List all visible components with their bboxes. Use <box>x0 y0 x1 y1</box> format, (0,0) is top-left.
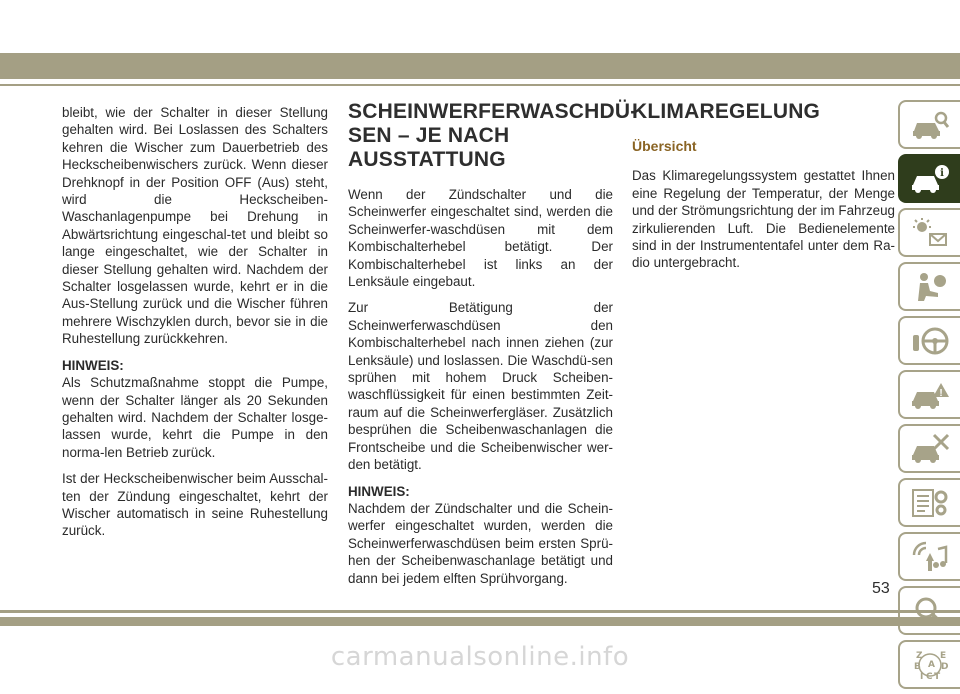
section-heading: SCHEINWERFERWASCHDÜ-SEN – JE NACH AUSSTATTUNG <box>348 100 638 171</box>
svg-text:C: C <box>926 671 933 681</box>
column-middle <box>348 100 638 596</box>
watermark: carmanualsonline.info <box>330 642 630 672</box>
paragraph: bleibt, wie der Schalter in dieser Stellung gehalten wird. Bei Loslassen des Schalters kehren die Wischer zum Dauerbetrieb des Heckscheibenwischers zurück. Wenn dieser Drehknopf in der Position OFF (Aus) steht, wird die Heckscheiben-Waschanlagenpumpe bei Drehung in Abwärtsrichtung eingeschal-tet und bleibt so lange eingeschaltet, wie der Schalter in dieser Stellung gehalten wird. Nachdem der Schalter losgelassen wurde, kehrt er in die Aus-Stellung zurück und die Wischer führen mehrere Wischzyklen durch, bevor sie in die Ruhestellung zurückkehren. <box>62 105 328 347</box>
tab-airbag-seatbelt[interactable] <box>898 262 960 311</box>
note-text: Als Schutzmaßnahme stoppt die Pumpe, wenn der Schalter länger als 20 Sekunden gehalten wird. Nachdem der Schalter losge-lassen wurde, kehrt die Pumpe in den norma-len Betrieb zurück. <box>62 375 328 460</box>
note-text: Nachdem der Zündschalter und die Schein-werfer eingeschaltet wurden, werden die Scheinwerferwaschdüsen beim ersten Sprü-hen der Scheibenwaschanlage betätigt und dann bei jedem elften Sprühvorgang. <box>348 500 613 586</box>
car-info-icon <box>910 163 950 195</box>
subsection-heading: Übersicht <box>632 138 697 154</box>
airbag-seatbelt-icon <box>910 271 950 303</box>
paragraph: Das Klimaregelungssystem gestattet Ihnen eine Regelung der Temperatur, der Menge und der Strömungsrichtung der im Fahrzeug zirkulierenden Luft. Die Bedienelemente sind in der Instrumententafel unter dem Ra-dio untergebracht. <box>632 168 895 271</box>
car-search-icon <box>910 109 950 141</box>
section-heading: KLIMAREGELUNG <box>632 100 821 123</box>
column-left <box>62 104 328 549</box>
svg-text:Z: Z <box>916 650 923 661</box>
note-heading: HINWEIS: <box>62 357 124 373</box>
svg-text:B: B <box>914 661 921 672</box>
svg-text:D: D <box>941 661 949 672</box>
svg-text:E: E <box>940 650 947 661</box>
warning-lights-icon <box>910 217 950 249</box>
tab-maintenance-list[interactable] <box>898 478 960 527</box>
header-rule <box>0 84 960 86</box>
page-number: 53 <box>872 580 890 597</box>
tab-multimedia[interactable] <box>898 532 960 581</box>
column-right <box>632 100 895 281</box>
svg-text:!: ! <box>939 387 943 399</box>
paragraph: Zur Betätigung der Scheinwerferwaschdüsen den Kombischalterhebel nach innen ziehen (zur Lenksäule) und loslassen. Die Waschdü-sen sprühen mit hohem Druck Scheiben-waschflüssigkeit für einen bestimmten Zeit-raum auf die Scheinwerfergläser. Zusätzlich besprühen die Scheibenwaschanlagen die Frontscheibe und die Scheibenwischer wer-den betätigt. <box>348 300 613 473</box>
footer-rule <box>0 610 960 613</box>
chapter-tabs <box>898 100 960 694</box>
svg-text:T: T <box>934 671 941 681</box>
multimedia-icon <box>910 541 950 573</box>
tab-car-warning[interactable] <box>898 370 960 419</box>
tab-car-search[interactable] <box>898 100 960 149</box>
svg-text:I: I <box>920 671 924 681</box>
tab-car-info[interactable] <box>898 154 960 203</box>
paragraph: Ist der Heckscheibenwischer beim Ausschal-ten der Zündung eingeschaltet, kehrt der Wischer automatisch in seine Ruhestellung zurück. <box>62 471 328 539</box>
car-warning-icon <box>910 379 950 411</box>
steering-wheel-icon <box>910 325 950 357</box>
car-tools-icon <box>910 433 950 465</box>
paragraph: Wenn der Zündschalter und die Scheinwerfer eingeschaltet sind, werden die Scheinwerfer-waschdüsen mit dem Kombischalterhebel betätigt. Der Kombischalterhebel ist links an der Lenksäule eingebaut. <box>348 187 613 290</box>
tab-steering-wheel[interactable] <box>898 316 960 365</box>
footer-band <box>0 617 960 626</box>
svg-text:A: A <box>928 659 935 670</box>
tab-car-tools[interactable] <box>898 424 960 473</box>
tab-warning-lights[interactable] <box>898 208 960 257</box>
maintenance-list-icon <box>910 487 950 519</box>
svg-text:i: i <box>940 167 944 179</box>
header-band <box>0 53 960 79</box>
note-heading: HINWEIS: <box>348 483 410 499</box>
